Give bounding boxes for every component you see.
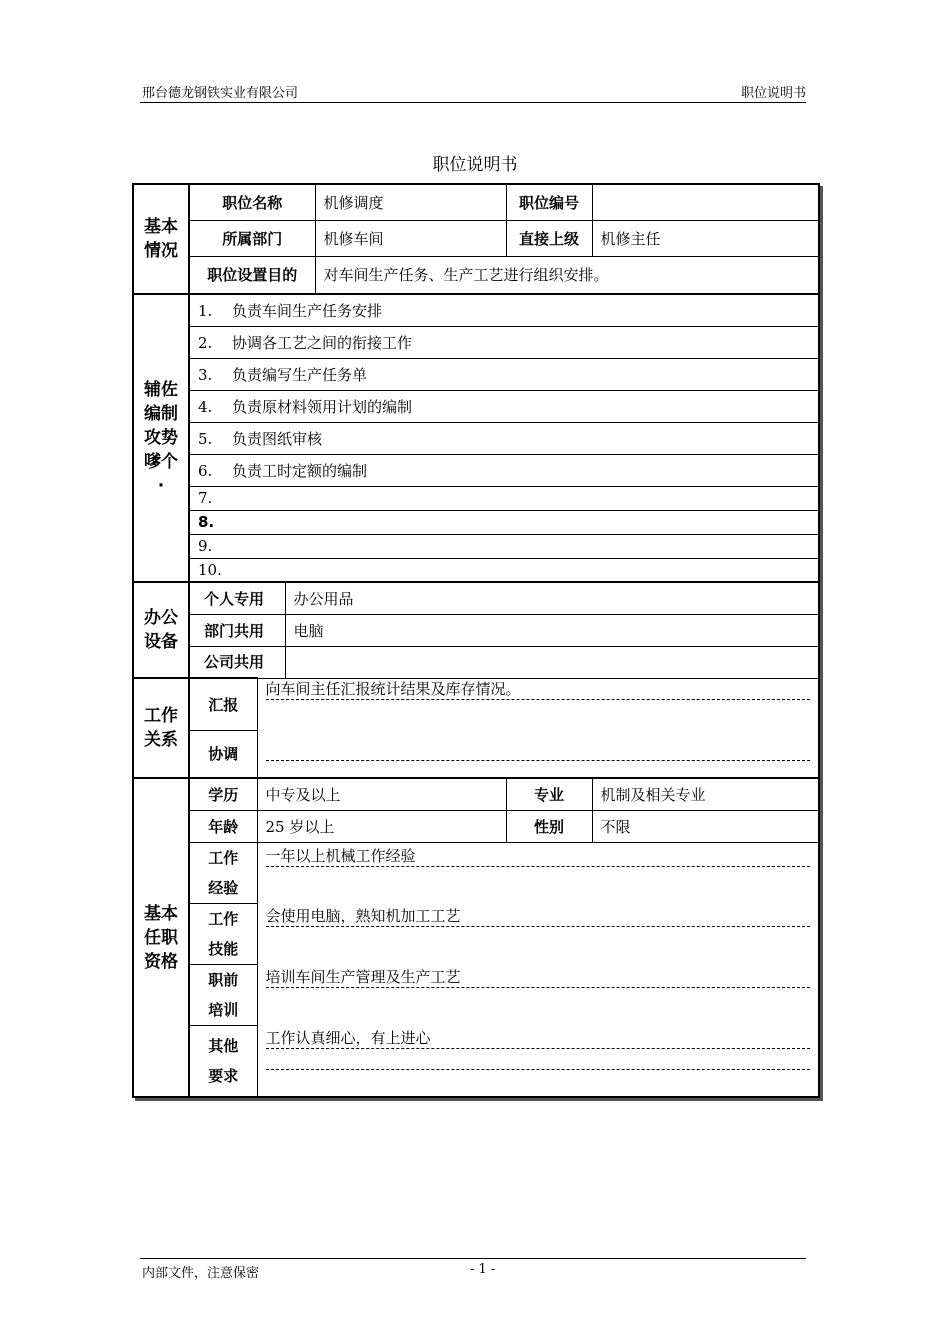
label-company-shared: 公司共用: [189, 646, 285, 678]
label-report: 汇报: [189, 678, 257, 730]
coordinate-line: [266, 746, 811, 761]
header-rule: [140, 102, 806, 103]
duty-item: [189, 558, 819, 582]
footer-note: 内部文件，注意保密: [142, 1266, 260, 1281]
duty-text: 负责原材料领用计划的编制: [232, 397, 413, 416]
blank-line: [266, 927, 811, 947]
header-company: 邢台德龙钢铁实业有限公司: [142, 86, 299, 101]
duty-item: [189, 326, 819, 358]
value-supervisor: 机修主任: [592, 220, 819, 256]
blank-line: [266, 1070, 811, 1090]
report-line: 向车间主任汇报统计结果及库存情况。: [266, 679, 811, 700]
value-report: [257, 678, 819, 730]
label-experience: [189, 842, 257, 903]
value-position-code: [592, 184, 819, 220]
job-description-table: [132, 183, 820, 1098]
value-company-shared: [285, 646, 819, 678]
value-gender: 不限: [592, 810, 819, 842]
duty-number: 7.: [198, 489, 213, 507]
footer-rule: [140, 1258, 806, 1259]
duty-item: [189, 510, 819, 534]
section-office-text: 办公设备: [144, 608, 178, 652]
duty-number: 9.: [198, 537, 213, 555]
duty-item: [189, 422, 819, 454]
section-duties: [133, 294, 189, 582]
value-skills: [257, 903, 819, 964]
value-other: [257, 1025, 819, 1097]
duty-number: 10.: [198, 560, 222, 579]
section-duties-text: 辅佐编制攻势嗲个·: [144, 380, 178, 496]
duty-number: 8.: [198, 513, 215, 531]
duty-item: [189, 294, 819, 326]
label-supervisor: 直接上级: [506, 220, 592, 256]
value-dept-shared: 电脑: [285, 614, 819, 646]
label-skills: [189, 903, 257, 964]
duty-number: 1.: [198, 301, 213, 320]
label-major: 专业: [506, 778, 592, 810]
duty-item: [189, 534, 819, 558]
experience-line: 一年以上机械工作经验: [266, 846, 811, 867]
blank-line: [266, 867, 811, 887]
value-major: 机制及相关专业: [592, 778, 819, 810]
duty-text: 负责图纸审核: [232, 429, 323, 448]
duty-item: [189, 390, 819, 422]
duty-text: 负责工时定额的编制: [232, 461, 368, 480]
duty-text: 协调各工艺之间的衔接工作: [232, 333, 413, 352]
duty-item: [189, 454, 819, 486]
value-department: 机修车间: [315, 220, 506, 256]
label-experience-text: 工作经验: [208, 848, 239, 897]
section-relations-text: 工作关系: [144, 706, 178, 750]
label-education: 学历: [189, 778, 257, 810]
section-qualifications: [133, 778, 189, 1097]
value-position-name: 机修调度: [315, 184, 506, 220]
section-basic: 基本情况: [133, 184, 189, 294]
duty-number: 5.: [198, 429, 213, 448]
value-personal-use: 办公用品: [285, 582, 819, 614]
duty-item: [189, 358, 819, 390]
label-personal-use: 个人专用: [189, 582, 285, 614]
label-training: [189, 964, 257, 1025]
duty-text: 负责编写生产任务单: [232, 365, 368, 384]
label-dept-shared: 部门共用: [189, 614, 285, 646]
skills-line: 会使用电脑，熟知机加工工艺: [266, 906, 811, 927]
duty-text: 负责车间生产任务安排: [232, 301, 383, 320]
value-age: 25 岁以上: [257, 810, 506, 842]
blank-line: [266, 1049, 811, 1070]
label-position-name: 职位名称: [189, 184, 315, 220]
footer-page-number: - 1 -: [470, 1262, 496, 1277]
value-purpose: 对车间生产任务、生产工艺进行组织安排。: [315, 256, 819, 294]
label-age: 年龄: [189, 810, 257, 842]
section-qualifications-text: 基本任职资格: [144, 903, 178, 972]
page-title: 职位说明书: [432, 155, 518, 175]
duty-item: [189, 486, 819, 510]
section-relations: [133, 678, 189, 778]
label-other-text: 其他要求: [208, 1036, 239, 1085]
training-line: 培训车间生产管理及生产工艺: [266, 967, 811, 988]
label-skills-text: 工作技能: [208, 909, 239, 958]
duty-number: 6.: [198, 461, 213, 480]
section-office: [133, 582, 189, 678]
duty-number: 4.: [198, 397, 213, 416]
label-purpose: 职位设置目的: [189, 256, 315, 294]
label-coordinate: 协调: [189, 730, 257, 778]
duty-number: 3.: [198, 365, 213, 384]
label-department: 所属部门: [189, 220, 315, 256]
blank-line: [266, 700, 811, 720]
label-training-text: 职前培训: [208, 970, 239, 1019]
label-position-code: 职位编号: [506, 184, 592, 220]
value-experience: [257, 842, 819, 903]
header-doc-type: 职位说明书: [740, 86, 806, 101]
other-line: 工作认真细心，有上进心: [266, 1028, 811, 1049]
blank-line: [266, 988, 811, 1008]
label-other: [189, 1025, 257, 1097]
value-education: 中专及以上: [257, 778, 506, 810]
value-training: [257, 964, 819, 1025]
value-coordinate: [257, 730, 819, 778]
duty-number: 2.: [198, 333, 213, 352]
label-gender: 性别: [506, 810, 592, 842]
